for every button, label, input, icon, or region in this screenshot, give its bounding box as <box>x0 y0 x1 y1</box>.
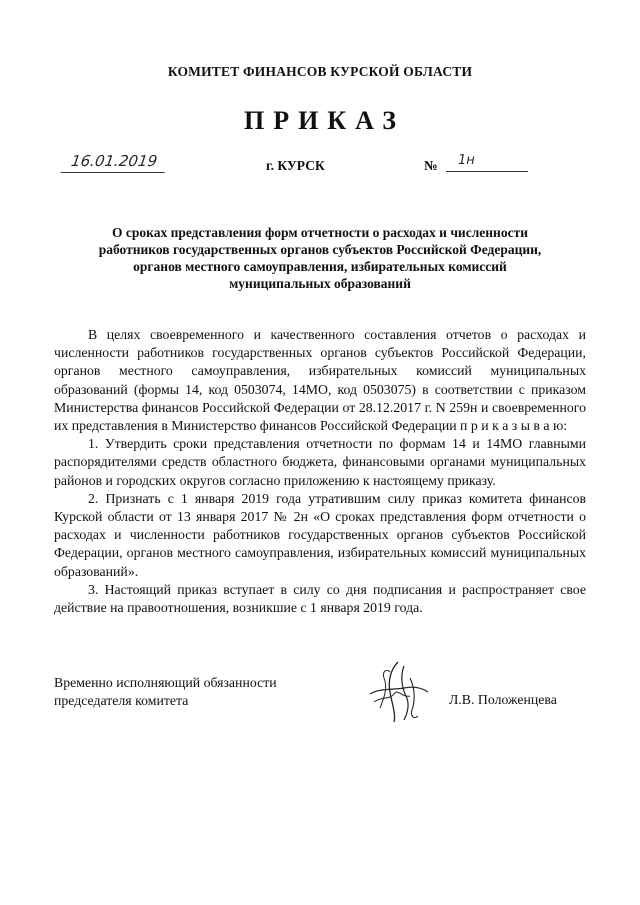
subject-line: О сроках представления форм отчетности о расходах и численности <box>112 225 528 240</box>
position-line: Временно исполняющий обязанности <box>54 675 277 690</box>
body-paragraph-preamble: В целях своевременного и качественного составления отчетов о расходах и численности работников государственных органов субъектов Российской Федерации, органов местного самоуправления, избирательных комиссий муниципальных образований (формы 14, код 0503074, 14МО, код 0503075) в соответствии с приказом Министерства финансов Российской Федерации от 28.12.2017 г. N 259н и своевременного их представления в Министерство финансов Российской Федерации п р и к а з ы в а ю: <box>54 327 586 434</box>
order-number: 1н <box>446 152 528 172</box>
handwritten-signature <box>360 658 432 726</box>
order-body <box>54 326 586 617</box>
order-number-label: № <box>424 158 438 173</box>
body-paragraph-item-1: 1. Утвердить сроки представления отчетности по формам 14 и 14МО главными распорядителями средств областного бюджета, финансовыми органами муниципальных районов и городских округов согласно приложению к настоящему приказу. <box>54 436 586 488</box>
position-line: председателя комитета <box>54 693 189 708</box>
subject-line: муниципальных образований <box>229 276 411 291</box>
order-date: 16.01.2019 <box>61 152 168 173</box>
signatory-position <box>54 674 277 710</box>
body-paragraph-item-2: 2. Признать с 1 января 2019 года утратившим силу приказ комитета финансов Курской области от 13 января 2017 № 2н «О сроках представления форм отчетности о расходах и численности работников государственных органов субъектов Российской Федерации, органов местного самоуправления, избирательных комиссий муниципальных образований». <box>54 490 586 579</box>
subject-line: работников государственных органов субъектов Российской Федерации, <box>98 242 542 257</box>
order-city: г. КУРСК <box>266 158 325 173</box>
document-title: ПРИКАЗ <box>243 106 406 135</box>
signatory-name: Л.В. Положенцева <box>449 692 557 707</box>
subject-line: органов местного самоуправления, избирательных комиссий <box>133 259 507 274</box>
body-paragraph-item-3: 3. Настоящий приказ вступает в силу со дня подписания и распространяет свое действие на правоотношения, возникшие с 1 января 2019 года. <box>54 581 586 616</box>
committee-name: КОМИТЕТ ФИНАНСОВ КУРСКОЙ ОБЛАСТИ <box>167 64 473 79</box>
order-subject <box>60 224 580 292</box>
